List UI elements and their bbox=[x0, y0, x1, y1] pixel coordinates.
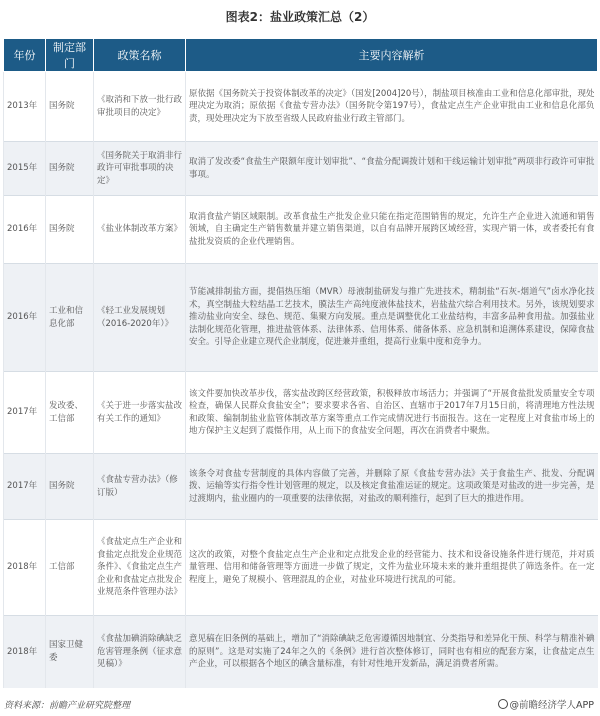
cell-year: 2016年 bbox=[4, 264, 46, 372]
cell-content: 该条令对食盐专营制度的具体内容做了完善，并删除了原《食盐专营办法》关于食盐生产、批发、分配调拨、运输等实行指令性计划管理的规定，以及核定食盐准运证的规定。这项政策是对盐改的进一步完善，是过渡期内，盐业圈内的一项重要的法律依据，对盐改的顺利推行，起到了巨大的推进作用。 bbox=[186, 454, 598, 520]
cell-content: 该文件要加快改革步伐，落实盐改跨区经营政策，积极释放市场活力；并强调了“开展食盐批发质量安全专项检查，确保人民群众食盐安全”；要求要求各省、自治区、直辖市于2017年7月15日前，将清理地方性法规和政策、编制制盐业监管体制改革方案等重点工作完成情况进行书面报告。这在一定程度上对食盐市场上的地方保护主义起到了震慑作用，从上而下的食盐安全问题，再次在消费者中聚焦。 bbox=[186, 372, 598, 454]
cell-policy: 《关于进一步落实盐改有关工作的通知》 bbox=[94, 372, 186, 454]
cell-policy: 《取消和下放一批行政审批项目的决定》 bbox=[94, 72, 186, 142]
cell-dept: 国务院 bbox=[46, 454, 94, 520]
cell-dept: 国家卫健委 bbox=[46, 616, 94, 688]
cell-year: 2016年 bbox=[4, 196, 46, 264]
table-row bbox=[4, 616, 598, 688]
cell-policy: 《盐业体制改革方案》 bbox=[94, 196, 186, 264]
cell-dept: 国务院 bbox=[46, 196, 94, 264]
policy-table bbox=[3, 38, 598, 688]
cell-policy: 《食盐定点生产企业和食盐定点批发企业规范条件》、《食盐定点生产企业和食盐定点批发企业规范条件管理办法》 bbox=[94, 520, 186, 616]
table-title: 图表2：盐业政策汇总（2） bbox=[225, 10, 375, 24]
table-row bbox=[4, 142, 598, 196]
table-row bbox=[4, 372, 598, 454]
header-policy: 政策名称 bbox=[94, 39, 186, 72]
header-row bbox=[4, 39, 598, 72]
table-row bbox=[4, 264, 598, 372]
cell-year: 2015年 bbox=[4, 142, 46, 196]
cell-year: 2018年 bbox=[4, 616, 46, 688]
cell-dept: 工信部 bbox=[46, 520, 94, 616]
header-year: 年份 bbox=[4, 39, 46, 72]
cell-year: 2017年 bbox=[4, 454, 46, 520]
cell-content: 意见稿在旧条例的基础上，增加了“消除碘缺乏危害遵循因地制宜、分类指导和差异化干预、科学与精准补碘的原则”。这是对实施了24年之久的《条例》进行首次整体修订，同时也有相应的配套方案，让食盐定点生产企业，可以根据各个地区的碘含量标准，有针对性地开发新品，满足消费者所需。 bbox=[186, 616, 598, 688]
cell-year: 2017年 bbox=[4, 372, 46, 454]
table-row bbox=[4, 520, 598, 616]
source-note: 资料来源：前瞻产业研究院整理 bbox=[4, 701, 131, 711]
cell-content: 节能减排制盐方面，提倡热压缩（MVR）母液制盐研发与推广先进技术，精制盐“石灰-烟道气”卤水净化技术，真空制盐大粒结晶工艺技术，膜法生产高纯度液体盐技术，岩盐盐穴综合利用技术。另外，该规划要求推动盐业向安全、绿色、规范、集聚方向发展。重点是调整优化工业盐结构，丰富多品种食用盐。加强盐业法制化规范化管理，推进盐管体系、法律体系、信用体系、储备体系、应急机制和追溯体系建设，保障食盐安全。引导企业建立现代企业制度，促进兼并重组，提高行业集中度和竞争力。 bbox=[186, 264, 598, 372]
cell-dept: 发改委、工信部 bbox=[46, 372, 94, 454]
cell-policy: 《食盐加碘消除碘缺乏危害管理条例（征求意见稿）》 bbox=[94, 616, 186, 688]
header-content: 主要内容解析 bbox=[186, 39, 598, 72]
cell-content: 这次的政策，对整个食盐定点生产企业和定点批发企业的经营能力、技术和设备设施条件进行规范，并对质量管理、信用和储备管理等方面进一步做了规定，文件为盐业环境未来的兼并重组提供了筛选条件。在一定程度上，避免了规模小、管理混乱的企业，对盐业环境进行扰乱的可能。 bbox=[186, 520, 598, 616]
cell-year: 2018年 bbox=[4, 520, 46, 616]
cell-content: 原依据《国务院关于投资体制改革的决定》（国发[2004]20号），制盐项目核准由工业和信息化部审批，现处理决定为取消；原依据《食盐专营办法》（国务院令第197号），食盐定点生产企业审批由工业和信息化部负责，现处理决定为下放至省级人民政府盐业行政主管部门。 bbox=[186, 72, 598, 142]
brand-label: @前瞻经济学人APP bbox=[509, 700, 594, 711]
cell-content: 取消食盐产销区域限制。改革食盐生产批发企业只能在指定范围销售的规定，允许生产企业进入流通和销售领域，自主确定生产销售数量并建立销售渠道，以自有品牌开展跨区域经营，实现产销一体，或者委托有食盐批发资质的企业代理销售。 bbox=[186, 196, 598, 264]
cell-policy: 《轻工业发展规划（2016-2020年）》 bbox=[94, 264, 186, 372]
brand-watermark bbox=[498, 697, 594, 711]
cell-policy: 《国务院关于取消非行政许可审批事项的决定》 bbox=[94, 142, 186, 196]
cell-dept: 工业和信息化部 bbox=[46, 264, 94, 372]
cell-year: 2013年 bbox=[4, 72, 46, 142]
cell-dept: 国务院 bbox=[46, 72, 94, 142]
table-row bbox=[4, 196, 598, 264]
table-row bbox=[4, 72, 598, 142]
table-row bbox=[4, 454, 598, 520]
cell-content: 取消了发改委“食盐生产限额年度计划审批”、“食盐分配调拨计划和干线运输计划审批”两项非行政许可审批事项。 bbox=[186, 142, 598, 196]
cell-policy: 《食盐专营办法》（修订版） bbox=[94, 454, 186, 520]
cell-dept: 国务院 bbox=[46, 142, 94, 196]
qianzhan-logo-icon bbox=[498, 699, 508, 709]
header-dept: 制定部门 bbox=[46, 39, 94, 72]
